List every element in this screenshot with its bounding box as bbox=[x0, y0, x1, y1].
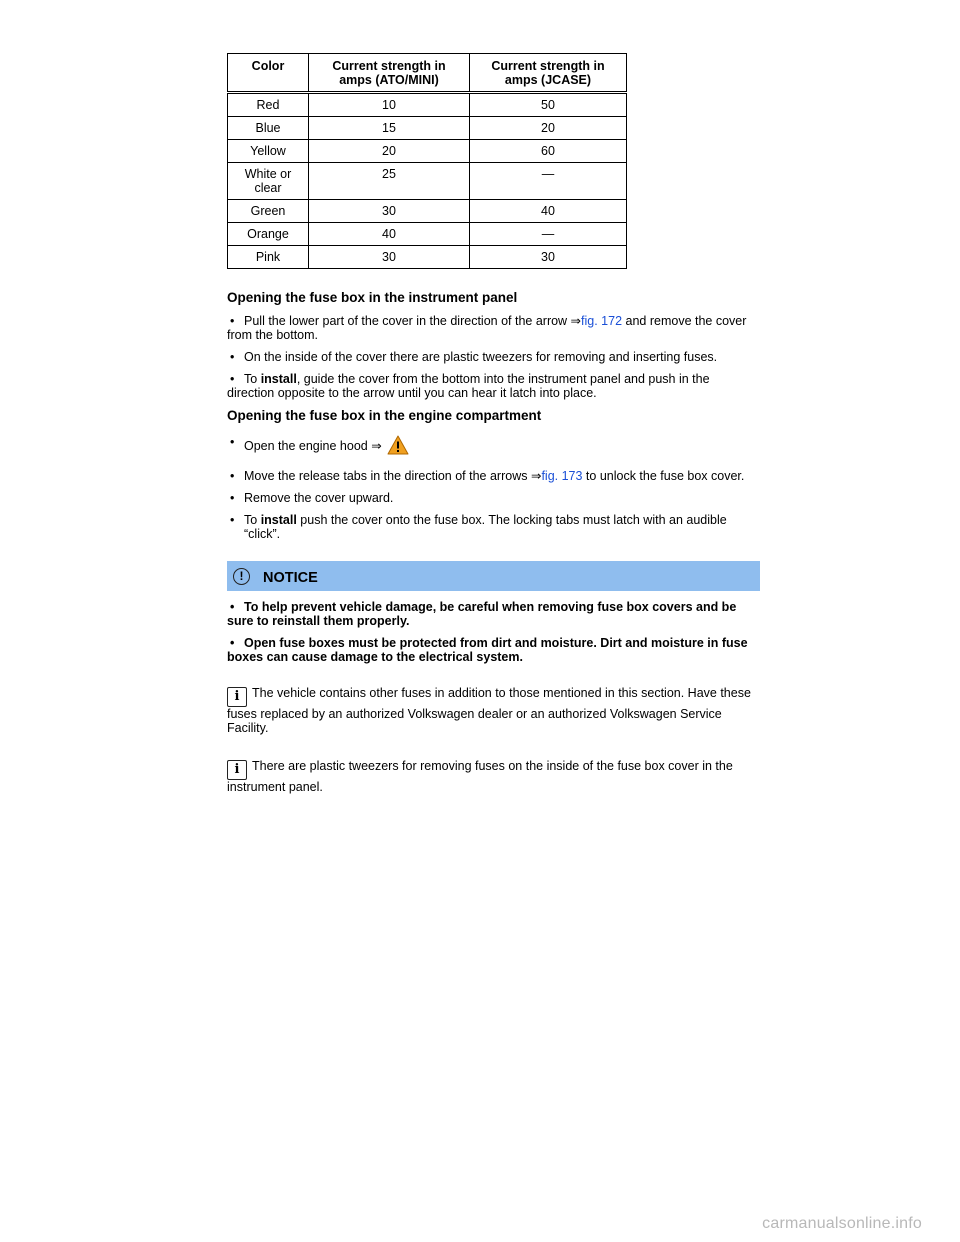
notice-banner bbox=[227, 561, 760, 591]
table-cell: — bbox=[470, 163, 627, 200]
list-item: • To install, guide the cover from the bottom into the instrument panel and push in the direction opposite to the arrow until you can hear it latch into place. bbox=[227, 372, 710, 400]
bullet: • bbox=[230, 314, 235, 328]
info-icon: i bbox=[227, 760, 247, 780]
table-cell: Yellow bbox=[228, 140, 309, 163]
table-row bbox=[228, 246, 627, 269]
instrument-panel-steps bbox=[227, 314, 760, 400]
table-row bbox=[228, 117, 627, 140]
table-cell: 30 bbox=[309, 200, 470, 223]
table-cell: — bbox=[470, 223, 627, 246]
notice-exclamation-icon: ! bbox=[233, 568, 250, 585]
table-row bbox=[228, 140, 627, 163]
table-cell: Pink bbox=[228, 246, 309, 269]
list-item: • Open fuse boxes must be protected from dirt and moisture. Dirt and moisture in fuse boxes can cause damage to the electrical system. bbox=[227, 636, 748, 664]
notice-list bbox=[227, 600, 760, 664]
table-cell: 25 bbox=[309, 163, 470, 200]
engine-compartment-steps bbox=[227, 435, 760, 541]
fuse-color-table bbox=[227, 53, 627, 269]
list-item: • To help prevent vehicle damage, be careful when removing fuse box covers and be sure to reinstall them properly. bbox=[227, 600, 737, 628]
table-cell: 40 bbox=[309, 223, 470, 246]
table-cell: 50 bbox=[470, 93, 627, 117]
table-cell: 15 bbox=[309, 117, 470, 140]
table-cell: Red bbox=[228, 93, 309, 117]
table-header-ato-mini: Current strength in amps (ATO/MINI) bbox=[309, 54, 470, 93]
table-row bbox=[228, 163, 627, 200]
bullet: • bbox=[230, 469, 235, 483]
list-item: • Move the release tabs in the direction of the arrows ⇒fig. 173 to unlock the fuse box cover. bbox=[230, 469, 745, 483]
bullet: • bbox=[230, 435, 235, 449]
table-row bbox=[228, 200, 627, 223]
warning-triangle-icon[interactable] bbox=[387, 435, 409, 458]
table-cell: 60 bbox=[470, 140, 627, 163]
table-cell: 20 bbox=[309, 140, 470, 163]
fig-172-link[interactable]: fig. 172 bbox=[581, 314, 623, 328]
table-cell: 20 bbox=[470, 117, 627, 140]
info-note: i The vehicle contains other fuses in addition to those mentioned in this section. Have these fuses replaced by an authorized Volkswagen dealer or an authorized Volkswagen Service Facility. bbox=[227, 686, 751, 735]
fig-173-link[interactable]: fig. 173 bbox=[541, 469, 583, 483]
notice-title: NOTICE bbox=[263, 569, 318, 586]
table-cell: 10 bbox=[309, 93, 470, 117]
table-cell: 30 bbox=[470, 246, 627, 269]
bullet: • bbox=[230, 600, 235, 614]
bullet: • bbox=[230, 491, 235, 505]
section-heading-instrument-panel: Opening the fuse box in the instrument panel bbox=[227, 290, 518, 305]
bullet: • bbox=[230, 350, 235, 364]
section-heading-engine-compartment: Opening the fuse box in the engine compartment bbox=[227, 408, 542, 423]
bullet: • bbox=[230, 513, 235, 527]
list-item: • Remove the cover upward. bbox=[230, 491, 394, 505]
list-item: • Pull the lower part of the cover in the direction of the arrow ⇒fig. 172 and remove the cover from the bottom. bbox=[227, 314, 747, 342]
table-cell: Orange bbox=[228, 223, 309, 246]
table-cell: White or clear bbox=[228, 163, 309, 200]
table-header-jcase: Current strength in amps (JCASE) bbox=[470, 54, 627, 93]
info-icon: i bbox=[227, 687, 247, 707]
table-header-row bbox=[228, 54, 627, 93]
table-header-color: Color bbox=[228, 54, 309, 93]
bullet: • bbox=[230, 636, 235, 650]
document-page bbox=[227, 53, 760, 807]
table-cell: 30 bbox=[309, 246, 470, 269]
table-row bbox=[228, 223, 627, 246]
table-cell: 40 bbox=[470, 200, 627, 223]
table-cell: Blue bbox=[228, 117, 309, 140]
table-cell: Green bbox=[228, 200, 309, 223]
list-item: • On the inside of the cover there are plastic tweezers for removing and inserting fuses. bbox=[230, 350, 718, 364]
list-item: • To install push the cover onto the fuse box. The locking tabs must latch with an audible “click”. bbox=[230, 513, 727, 541]
bullet: • bbox=[230, 372, 235, 386]
list-item: • Open the engine hood ⇒ bbox=[227, 435, 760, 458]
info-note: i There are plastic tweezers for removing fuses on the inside of the fuse box cover in the instrument panel. bbox=[227, 759, 733, 794]
watermark: carmanualsonline.info bbox=[762, 1215, 922, 1232]
table-row bbox=[228, 93, 627, 117]
